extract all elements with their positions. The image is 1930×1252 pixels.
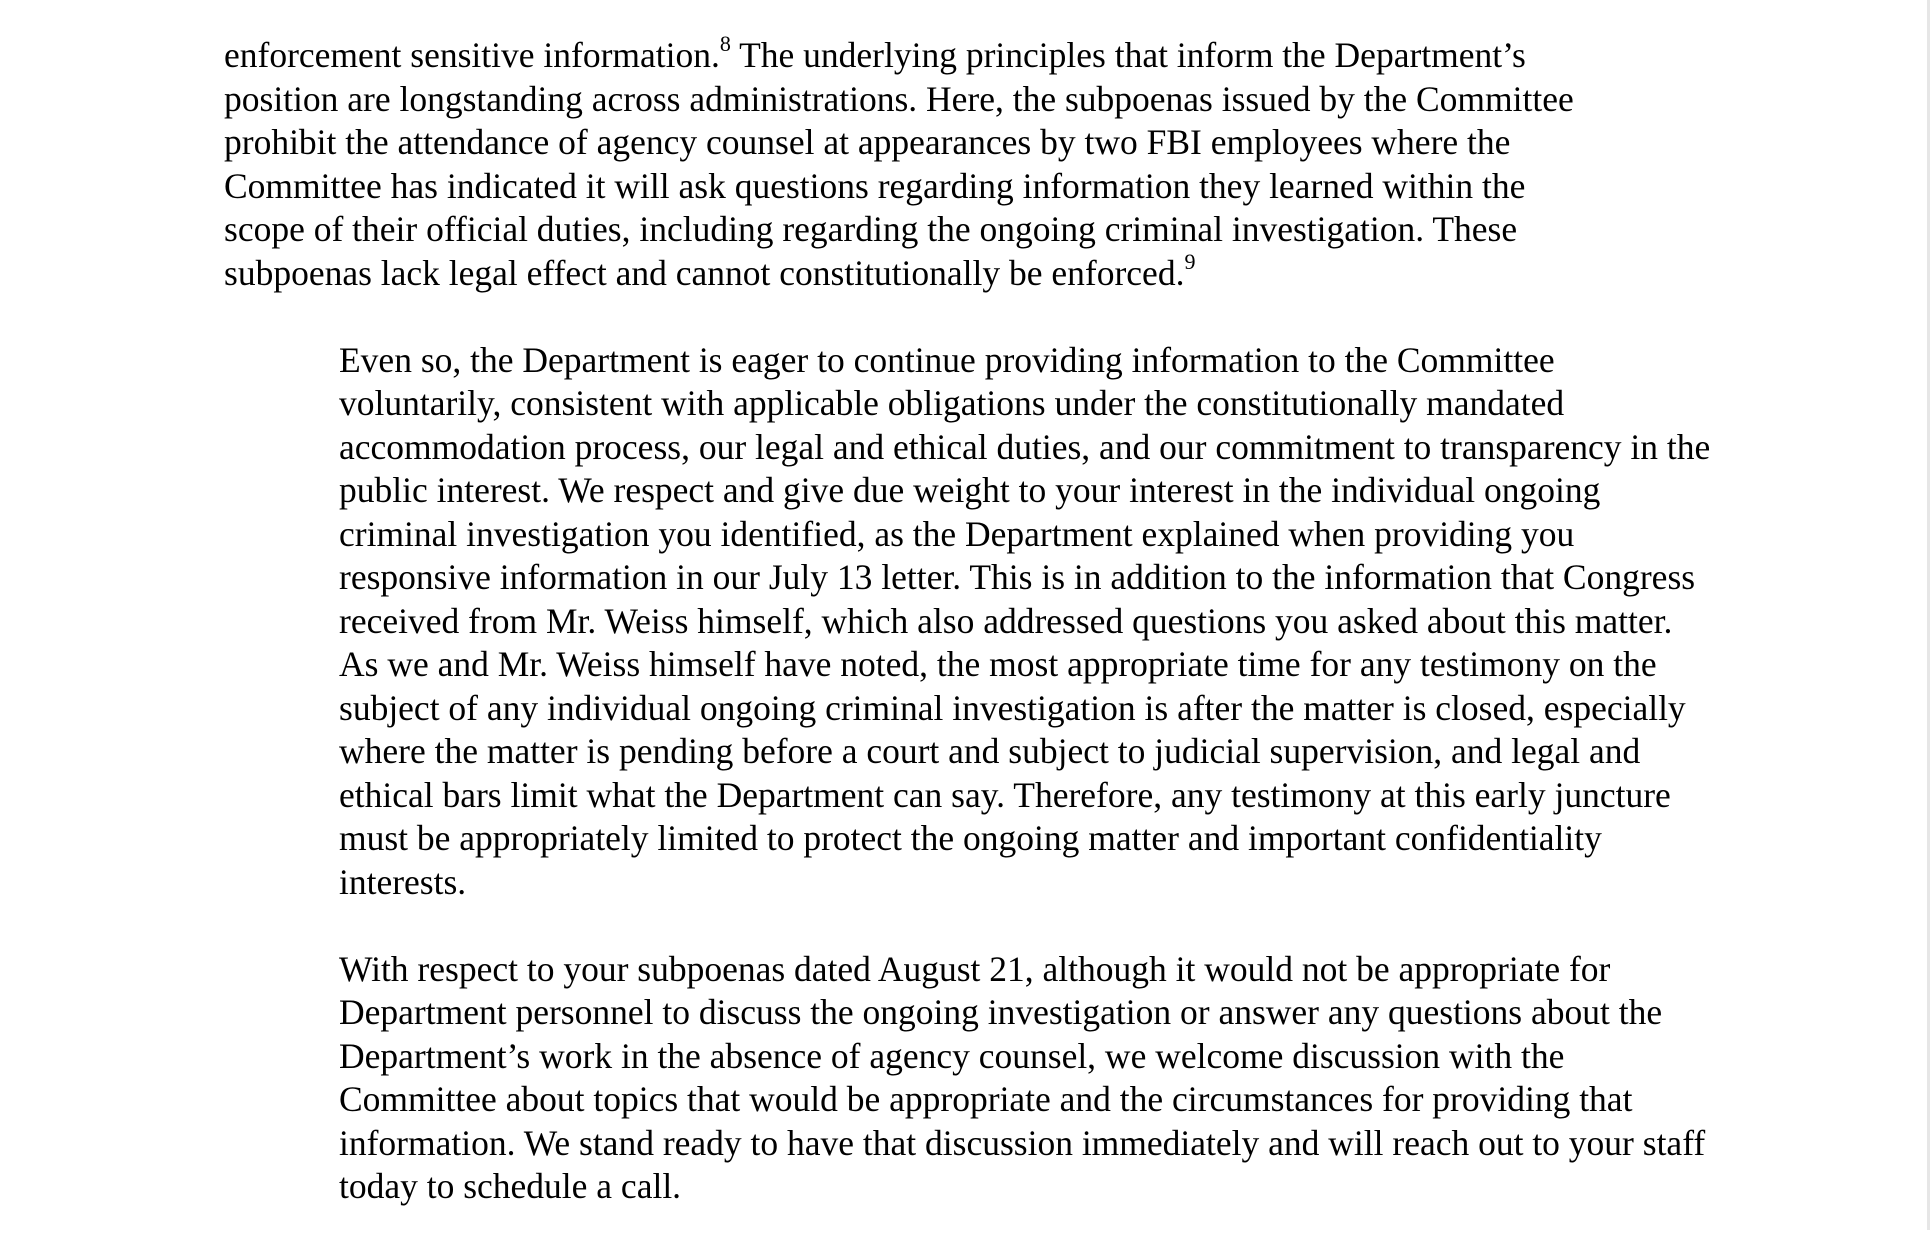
text-line: Department’s work in the absence of agency counsel, we welcome discussion with the [339,1035,1565,1076]
text-line: criminal investigation you identified, as the Department explained when providing you [339,513,1575,554]
line-text: subpoenas lack legal effect and cannot constitutionally be enforced. [224,252,1185,293]
text-line: With respect to your subpoenas dated August 21, although it would not be appropriate for [339,948,1611,989]
paragraph-1 [224,31,1724,295]
text-line: As we and Mr. Weiss himself have noted, the most appropriate time for any testimony on the [339,644,1657,684]
text-line: Committee about topics that would be appropriate and the circumstances for providing that [339,1079,1633,1119]
text-line: prohibit the attendance of agency counsel at appearances by two FBI employees where the [224,122,1511,162]
text-line: voluntarily, consistent with applicable obligations under the constitutionally mandated [339,383,1565,423]
footnote-marker-9: 9 [1184,248,1196,274]
text-line: Committee has indicated it will ask questions regarding information they learned within the [224,165,1526,206]
text-line [224,248,1724,296]
text-line: subject of any individual ongoing criminal investigation is after the matter is closed, especially [339,687,1686,728]
text-line: scope of their official duties, including regarding the ongoing criminal investigation. These [224,209,1518,249]
text-line: must be appropriately limited to protect the ongoing matter and important confidentiality [339,818,1602,858]
paragraph-2 [224,339,1724,905]
text-line: where the matter is pending before a court and subject to judicial supervision, and legal and [339,731,1641,771]
line-text-continued: The underlying principles that inform the Department’s [730,35,1526,75]
paragraph-3 [224,948,1724,1209]
text-line: public interest. We respect and give due weight to your interest in the individual ongoing [339,470,1601,510]
text-line: information. We stand ready to have that discussion immediately and will reach out to your staff [339,1122,1706,1163]
text-line: received from Mr. Weiss himself, which also addressed questions you asked about this matter. [339,600,1673,641]
text-line: responsive information in our July 13 letter. This is in addition to the information that Congress [339,557,1696,597]
line-text: enforcement sensitive information. [224,35,720,75]
text-line [224,31,1724,78]
document-page [224,31,1724,1252]
text-line: accommodation process, our legal and ethical duties, and our commitment to transparency in the [339,426,1711,467]
footnote-marker-8: 8 [719,31,731,57]
text-line: position are longstanding across administrations. Here, the subpoenas issued by the Committee [224,78,1574,119]
text-line: Even so, the Department is eager to continue providing information to the Committee [339,339,1555,380]
text-line: today to schedule a call. [339,1166,682,1206]
text-line: interests. [339,861,467,902]
text-line: Department personnel to discuss the ongoing investigation or answer any questions about the [339,992,1663,1032]
text-line: ethical bars limit what the Department can say. Therefore, any testimony at this early juncture [339,774,1671,815]
